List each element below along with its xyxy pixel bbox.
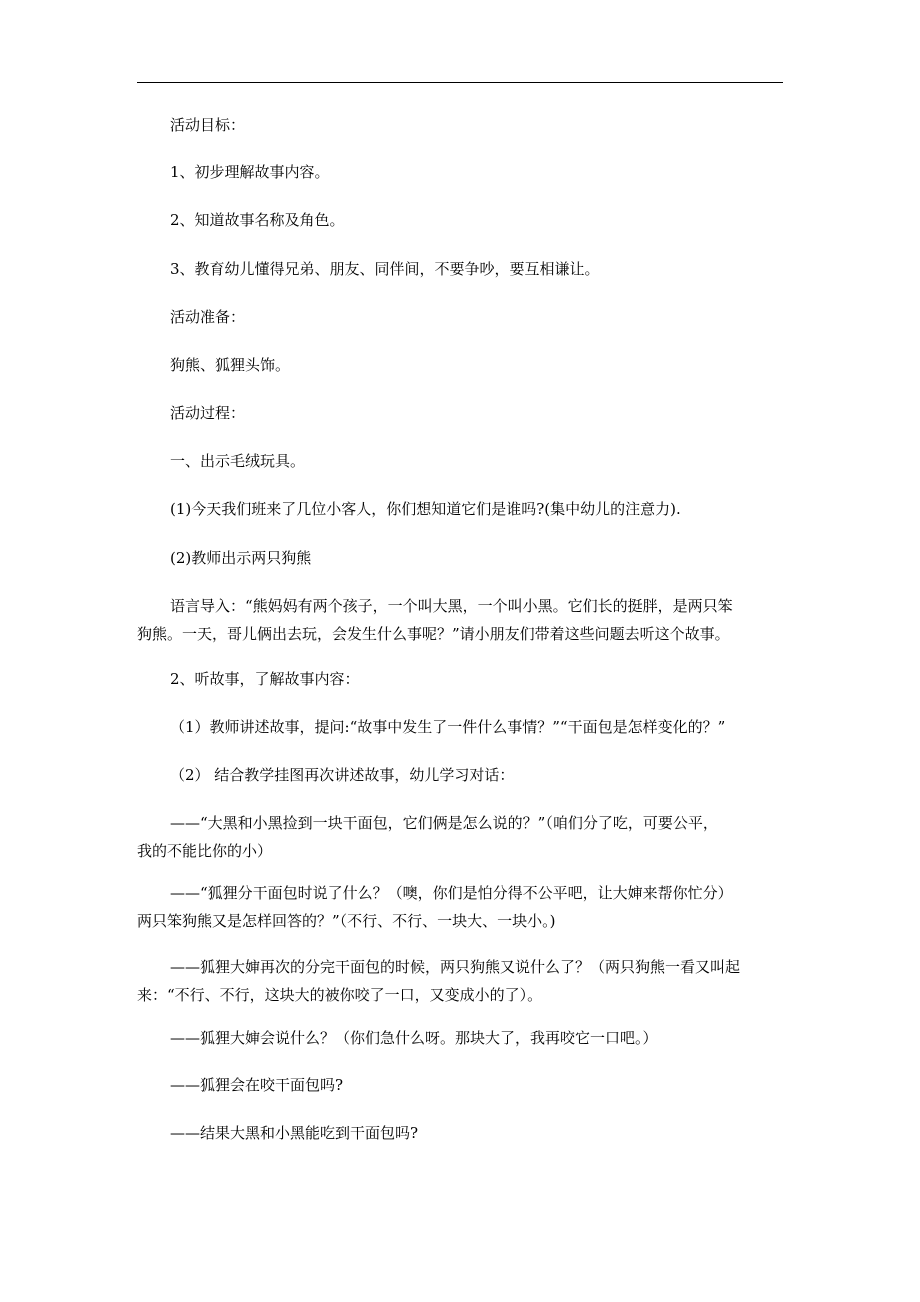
goal-item-1: 1、初步理解故事内容。 [170,163,330,181]
process-step-1-sub-2: (2)教师出示两只狗熊 [170,549,312,567]
dialogue-1-line-2: 我的不能比你的小） [137,842,273,860]
preparation-text: 狗熊、狐狸头饰。 [170,356,291,374]
dialogue-1-line-1: ——“大黑和小黑捡到一块干面包，它们俩是怎么说的？”（咱们分了吃，可要公平， [170,814,718,832]
dialogue-2 [137,879,787,935]
heading-goals: 活动目标： [170,116,246,134]
intro-line-2: 狗熊。一天，哥儿俩出去玩，会发生什么事呢？”请小朋友们带着这些问题去听这个故事。 [137,625,730,643]
header-rule [137,82,783,83]
process-step-1-sub-1: (1)今天我们班来了几位小客人，你们想知道它们是谁吗?(集中幼儿的注意力). [170,500,681,518]
dialogue-2-line-1: ——“狐狸分干面包时说了什么？（噢，你们是怕分得不公平吧，让大婶来帮你忙分） [170,884,733,902]
dialogue-3 [137,953,787,1009]
goal-item-3: 3、教育幼儿懂得兄弟、朋友、同伴间，不要争吵，要互相谦让。 [170,260,600,278]
dialogue-6: ——结果大黑和小黑能吃到干面包吗? [170,1124,419,1142]
dialogue-5: ——狐狸会在咬干面包吗? [170,1076,344,1094]
dialogue-4: ——狐狸大婶会说什么？（你们急什么呀。那块大了，我再咬它一口吧。） [170,1029,658,1047]
intro-line-1: 语言导入：“熊妈妈有两个孩子，一个叫大黑，一个叫小黑。它们长的挺胖，是两只笨 [170,597,733,615]
process-step-2: 2、听故事，了解故事内容： [170,670,360,688]
heading-process: 活动过程： [170,404,246,422]
dialogue-2-line-2: 两只笨狗熊又是怎样回答的？”（不行、不行、一块大、一块小。) [137,912,556,930]
process-step-1: 一、出示毛绒玩具。 [170,452,306,470]
dialogue-1 [137,809,787,865]
question-2: （2） 结合教学挂图再次讲述故事，幼儿学习对话： [170,766,515,784]
intro-paragraph [137,592,787,648]
goal-item-2: 2、知道故事名称及角色。 [170,211,345,229]
heading-preparation: 活动准备： [170,308,246,326]
question-1: （1）教师讲述故事，提问:“故事中发生了一件什么事情？”“干面包是怎样变化的？” [170,718,726,736]
dialogue-3-line-1: ——狐狸大婶再次的分完干面包的时候，两只狗熊又说什么了？（两只狗熊一看又叫起 [170,958,741,976]
dialogue-3-line-2: 来：“不行、不行，这块大的被你咬了一口，又变成小的了）。 [137,986,543,1004]
